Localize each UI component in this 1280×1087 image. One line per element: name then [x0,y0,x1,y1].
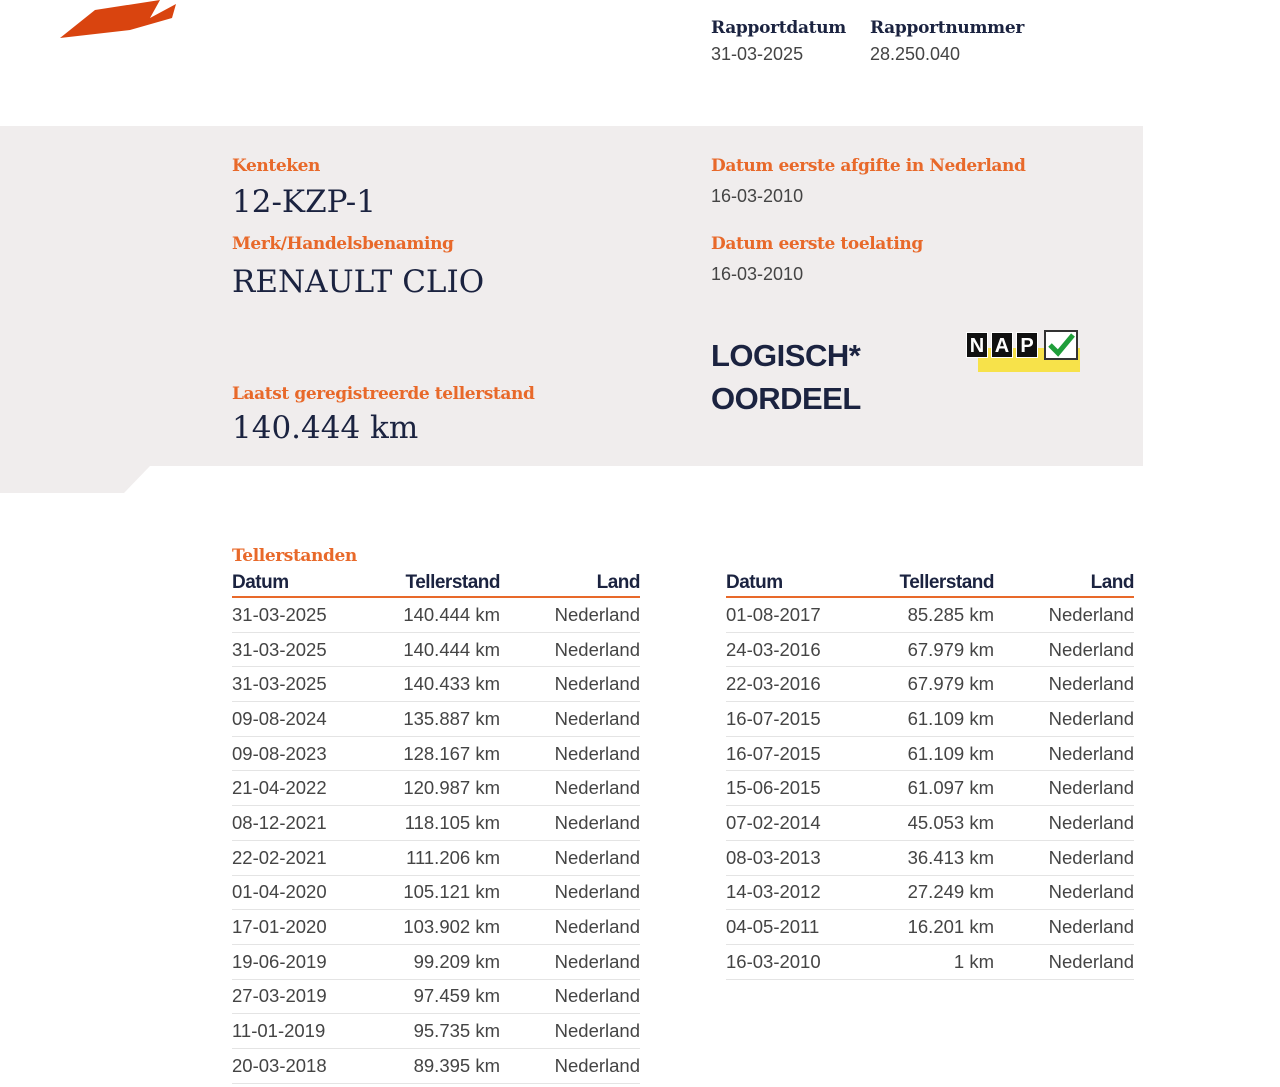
report-date-label: Rapportdatum [711,18,846,38]
report-number [870,18,1024,65]
cell-land: Nederland [1048,916,1134,938]
table-row [232,910,640,945]
nap-check-icon [1044,330,1078,360]
cell-km: 27.249 km [907,881,994,903]
table-row [232,945,640,980]
table-row [726,771,1134,806]
cell-date: 31-03-2025 [232,638,327,660]
make-label: Merk/Handelsbenaming [232,234,454,254]
first-admission-label: Datum eerste toelating [711,234,923,254]
cell-date: 31-03-2025 [232,673,327,695]
cell-date: 04-05-2011 [726,916,820,938]
cell-date: 11-01-2019 [232,1020,326,1042]
report-number-value: 28.250.040 [869,44,961,64]
cell-date: 20-03-2018 [232,1054,327,1076]
cell-land: Nederland [1048,846,1134,868]
header-km: Tellerstand [405,572,500,593]
cell-land: Nederland [554,1020,640,1042]
cell-date: 16-07-2015 [726,742,821,764]
header-land: Land [596,572,640,593]
table-row [726,702,1134,737]
cell-km: 118.105 km [404,811,500,833]
cell-date: 16-07-2015 [726,707,821,729]
cell-date: 08-03-2013 [726,846,821,868]
table-row [726,910,1134,945]
cell-km: 140.444 km [403,638,500,660]
cell-date: 17-01-2020 [232,916,327,938]
cell-km: 135.887 km [403,707,500,729]
cell-date: 22-02-2021 [232,846,327,868]
cell-land: Nederland [554,777,640,799]
cell-date: 01-04-2020 [232,881,327,903]
table-row [726,633,1134,668]
table-header [726,574,1134,598]
table-body [232,598,640,1084]
cell-date: 27-03-2019 [232,985,327,1007]
cell-land: Nederland [554,742,640,764]
nap-verdict [711,334,861,420]
header-date: Datum [232,572,289,593]
cell-land: Nederland [554,985,640,1007]
make-value: RENAULT CLIO [232,264,485,300]
cell-km: 61.109 km [907,707,994,729]
header-km: Tellerstand [899,572,994,593]
cell-km: 67.979 km [907,673,994,695]
cell-km: 45.053 km [907,811,994,833]
nap-letter-p: P [1016,332,1038,358]
cell-km: 95.735 km [413,1020,500,1042]
readings-table-left [232,574,640,1084]
table-row [232,1014,640,1049]
cell-land: Nederland [554,811,640,833]
cell-date: 21-04-2022 [232,777,327,799]
report-date [711,18,846,65]
header-date: Datum [726,572,783,593]
table-row [726,841,1134,876]
cell-land: Nederland [1048,811,1134,833]
cell-date: 24-03-2016 [726,638,821,660]
cell-land: Nederland [554,846,640,868]
cell-land: Nederland [554,707,640,729]
table-row [726,667,1134,702]
nap-logo [966,330,1082,374]
table-body [726,598,1134,980]
nap-letter-a: A [991,332,1013,358]
table-row [232,806,640,841]
readings-table-right [726,574,1134,980]
first-admission-value: 16-03-2010 [711,264,804,284]
cell-date: 19-06-2019 [232,950,327,972]
nap-letter-n: N [966,332,988,358]
cell-date: 22-03-2016 [726,673,821,695]
odometer-label: Laatst geregistreerde tellerstand [232,384,535,404]
odometer-value: 140.444 km [232,410,419,446]
report-number-label: Rapportnummer [869,18,1024,38]
cell-date: 09-08-2024 [232,707,327,729]
plate-value: 12-KZP-1 [232,184,376,220]
table-row [232,702,640,737]
table-row [232,1049,640,1084]
brand-logo-icon [0,0,200,50]
cell-km: 67.979 km [907,638,994,660]
cell-km: 103.902 km [403,916,500,938]
cell-km: 140.444 km [403,603,500,625]
cell-land: Nederland [554,1054,640,1076]
table-row [232,598,640,633]
cell-km: 16.201 km [907,916,994,938]
plate-label: Kenteken [232,156,321,176]
table-row [726,806,1134,841]
cell-km: 111.206 km [406,846,500,868]
table-row [726,876,1134,911]
cell-date: 15-06-2015 [726,777,821,799]
cell-date: 31-03-2025 [232,603,327,625]
first-nl-label: Datum eerste afgifte in Nederland [711,156,1026,176]
cell-km: 97.459 km [413,985,500,1007]
cell-km: 99.209 km [413,950,500,972]
cell-land: Nederland [554,638,640,660]
cell-km: 120.987 km [403,777,500,799]
cell-land: Nederland [1048,742,1134,764]
table-row [726,598,1134,633]
first-nl-value: 16-03-2010 [711,186,804,206]
cell-date: 08-12-2021 [232,811,327,833]
cell-km: 61.097 km [907,777,994,799]
table-header [232,574,640,598]
readings-title: Tellerstanden [232,546,357,566]
table-row [232,841,640,876]
cell-km: 105.121 km [403,881,500,903]
table-row [726,737,1134,772]
cell-land: Nederland [554,916,640,938]
cell-land: Nederland [1048,638,1134,660]
cell-date: 07-02-2014 [726,811,821,833]
verdict-line-1: LOGISCH* [711,338,861,373]
table-row [726,945,1134,980]
cell-land: Nederland [1048,881,1134,903]
cell-km: 85.285 km [907,603,994,625]
table-row [232,876,640,911]
report-meta [711,18,1048,65]
verdict-line-2: OORDEEL [711,381,861,416]
table-row [232,771,640,806]
table-row [232,980,640,1015]
cell-date: 16-03-2010 [726,950,821,972]
cell-land: Nederland [1048,950,1134,972]
table-row [232,737,640,772]
vehicle-info-panel [0,126,1143,466]
cell-km: 61.109 km [907,742,994,764]
cell-land: Nederland [1048,777,1134,799]
cell-land: Nederland [1048,707,1134,729]
cell-date: 14-03-2012 [726,881,821,903]
cell-km: 128.167 km [403,742,500,764]
cell-date: 01-08-2017 [726,603,821,625]
cell-land: Nederland [554,881,640,903]
cell-km: 1 km [953,950,994,972]
panel-tail-shape [0,466,150,493]
cell-land: Nederland [1048,603,1134,625]
cell-land: Nederland [554,603,640,625]
cell-km: 89.395 km [413,1054,500,1076]
cell-km: 36.413 km [907,846,994,868]
cell-land: Nederland [554,950,640,972]
cell-km: 140.433 km [403,673,500,695]
table-row [232,633,640,668]
table-row [232,667,640,702]
cell-land: Nederland [554,673,640,695]
cell-land: Nederland [1048,673,1134,695]
cell-date: 09-08-2023 [232,742,327,764]
report-date-value: 31-03-2025 [711,44,804,64]
header-land: Land [1090,572,1134,593]
